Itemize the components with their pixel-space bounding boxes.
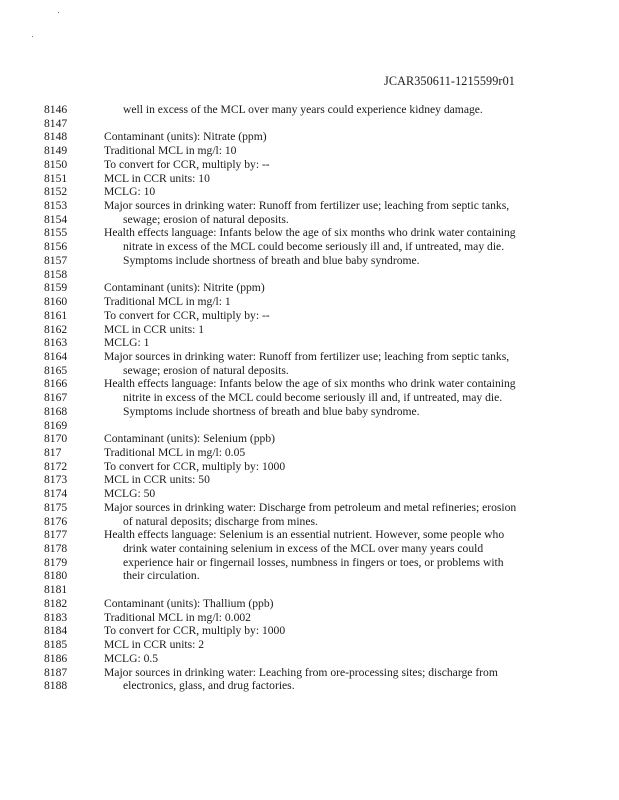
line-number: 8163	[44, 336, 68, 350]
document-line	[0, 103, 619, 117]
line-text: MCLG: 10	[104, 185, 156, 199]
line-number: 8182	[44, 596, 68, 610]
line-number: 8185	[44, 638, 68, 652]
line-text: Symptoms include shortness of breath and blue baby syndrome.	[123, 404, 420, 418]
line-text: Health effects language: Infants below the age of six months who drink water containing	[104, 377, 516, 391]
line-text: To convert for CCR, multiply by: --	[104, 157, 270, 171]
line-number: 8184	[44, 624, 68, 638]
line-number: 8175	[44, 500, 68, 514]
line-number: 8152	[44, 185, 68, 199]
document-line	[0, 597, 619, 611]
document-line	[0, 652, 619, 666]
document-line	[0, 679, 619, 693]
line-text: MCL in CCR units: 1	[104, 322, 205, 336]
document-line	[0, 350, 619, 364]
line-number: 817	[44, 446, 62, 459]
document-line	[0, 611, 619, 625]
document-line	[0, 666, 619, 680]
line-number: 8172	[44, 459, 68, 473]
document-line	[0, 460, 619, 474]
line-number: 8165	[44, 363, 68, 377]
line-number: 8156	[44, 240, 68, 254]
document-line	[0, 638, 619, 652]
document-line	[0, 542, 619, 556]
line-text: Contaminant (units): Nitrate (ppm)	[104, 130, 267, 144]
document-line	[0, 268, 619, 282]
line-number: 8147	[44, 116, 68, 130]
line-text: Health effects language: Selenium is an essential nutrient. However, some people who	[104, 528, 505, 542]
line-text: Contaminant (units): Selenium (ppb)	[104, 432, 275, 446]
line-number: 8153	[44, 199, 68, 213]
line-text: MCLG: 50	[104, 487, 156, 501]
line-number: 8186	[44, 651, 68, 665]
document-line	[0, 473, 619, 487]
line-number: 8188	[44, 679, 68, 693]
line-number: 8154	[44, 212, 68, 226]
line-text: electronics, glass, and drug factories.	[123, 679, 295, 693]
line-text: well in excess of the MCL over many years could experience kidney damage.	[123, 103, 483, 116]
line-text: To convert for CCR, multiply by: 1000	[104, 624, 286, 638]
scan-speck	[32, 36, 33, 37]
document-line	[0, 172, 619, 186]
line-number: 8158	[44, 267, 68, 281]
line-number: 8169	[44, 418, 68, 432]
line-number: 8166	[44, 377, 68, 391]
document-line	[0, 432, 619, 446]
line-number: 8174	[44, 487, 68, 501]
document-line	[0, 487, 619, 501]
document-line	[0, 515, 619, 529]
line-text: experience hair or fingernail losses, numbness in fingers or toes, or problems with	[123, 555, 504, 569]
line-number: 8151	[44, 171, 68, 185]
document-line	[0, 391, 619, 405]
line-text: nitrate in excess of the MCL could become seriously ill and, if untreated, may die.	[123, 240, 505, 254]
line-text: MCL in CCR units: 10	[104, 171, 210, 185]
document-line	[0, 309, 619, 323]
document-line	[0, 213, 619, 227]
line-number: 8159	[44, 281, 68, 295]
line-number: 8150	[44, 157, 68, 171]
line-number: 8178	[44, 542, 68, 556]
document-line	[0, 377, 619, 391]
document-line	[0, 556, 619, 570]
document-line	[0, 446, 619, 460]
line-text: Symptoms include shortness of breath and blue baby syndrome.	[123, 253, 420, 267]
line-text: Traditional MCL in mg/l: 10	[104, 144, 237, 158]
document-line	[0, 130, 619, 144]
line-text: sewage; erosion of natural deposits.	[123, 363, 289, 377]
line-number: 8164	[44, 349, 68, 363]
line-number: 8161	[44, 308, 68, 322]
line-text: Traditional MCL in mg/l: 0.002	[104, 610, 251, 624]
document-line	[0, 336, 619, 350]
line-number: 8176	[44, 514, 68, 528]
line-text: of natural deposits; discharge from mines.	[123, 514, 318, 528]
line-number: 8179	[44, 555, 68, 569]
line-text: sewage; erosion of natural deposits.	[123, 212, 289, 226]
document-line	[0, 185, 619, 199]
document-line	[0, 199, 619, 213]
line-number: 8181	[44, 583, 68, 597]
document-line	[0, 583, 619, 597]
line-number: 8160	[44, 295, 68, 309]
line-text: MCLG: 0.5	[104, 651, 159, 665]
line-text: Contaminant (units): Nitrite (ppm)	[104, 281, 265, 295]
line-number: 8155	[44, 226, 68, 240]
line-number: 8157	[44, 253, 68, 267]
line-text: Contaminant (units): Thallium (ppb)	[104, 596, 274, 610]
document-line	[0, 501, 619, 515]
document-line	[0, 624, 619, 638]
line-text: MCLG: 1	[104, 336, 150, 350]
line-text: drink water containing selenium in excess of the MCL over many years could	[123, 542, 484, 556]
line-text: their circulation.	[123, 569, 200, 583]
line-number: 8162	[44, 322, 68, 336]
document-line	[0, 240, 619, 254]
line-text: nitrite in excess of the MCL could become seriously ill and, if untreated, may die.	[123, 391, 503, 405]
line-number: 8183	[44, 610, 68, 624]
document-line	[0, 158, 619, 172]
line-text: MCL in CCR units: 50	[104, 473, 210, 487]
line-text: To convert for CCR, multiply by: 1000	[104, 459, 286, 473]
line-number: 8167	[44, 391, 68, 405]
document-header-id: JCAR350611-1215599r01	[384, 74, 515, 88]
document-line	[0, 281, 619, 295]
document-line	[0, 295, 619, 309]
line-number: 8148	[44, 130, 68, 144]
line-text: Major sources in drinking water: Runoff from fertilizer use; leaching from septic tanks,	[104, 349, 510, 363]
document-line	[0, 419, 619, 433]
document-line	[0, 569, 619, 583]
line-text: To convert for CCR, multiply by: --	[104, 308, 270, 322]
document-line	[0, 254, 619, 268]
line-number: 8173	[44, 473, 68, 487]
document-line	[0, 323, 619, 337]
line-number: 8187	[44, 665, 68, 679]
line-text: Health effects language: Infants below the age of six months who drink water containing	[104, 226, 516, 240]
line-text: Major sources in drinking water: Leaching from ore-processing sites; discharge from	[104, 665, 498, 679]
line-number: 8180	[44, 569, 68, 583]
document-line	[0, 117, 619, 131]
scan-speck	[58, 12, 59, 13]
line-number: 8170	[44, 432, 68, 446]
line-number: 8146	[44, 103, 68, 116]
line-text: MCL in CCR units: 2	[104, 638, 205, 652]
document-line	[0, 226, 619, 240]
document-line	[0, 405, 619, 419]
document-line	[0, 144, 619, 158]
line-number: 8177	[44, 528, 68, 542]
line-text: Traditional MCL in mg/l: 0.05	[104, 446, 246, 459]
document-line	[0, 364, 619, 378]
line-text: Major sources in drinking water: Runoff from fertilizer use; leaching from septic tanks,	[104, 199, 510, 213]
line-text: Major sources in drinking water: Discharge from petroleum and metal refineries; erosion	[104, 500, 517, 514]
line-text: Traditional MCL in mg/l: 1	[104, 295, 231, 309]
line-number: 8168	[44, 404, 68, 418]
document-line	[0, 528, 619, 542]
line-number: 8149	[44, 144, 68, 158]
